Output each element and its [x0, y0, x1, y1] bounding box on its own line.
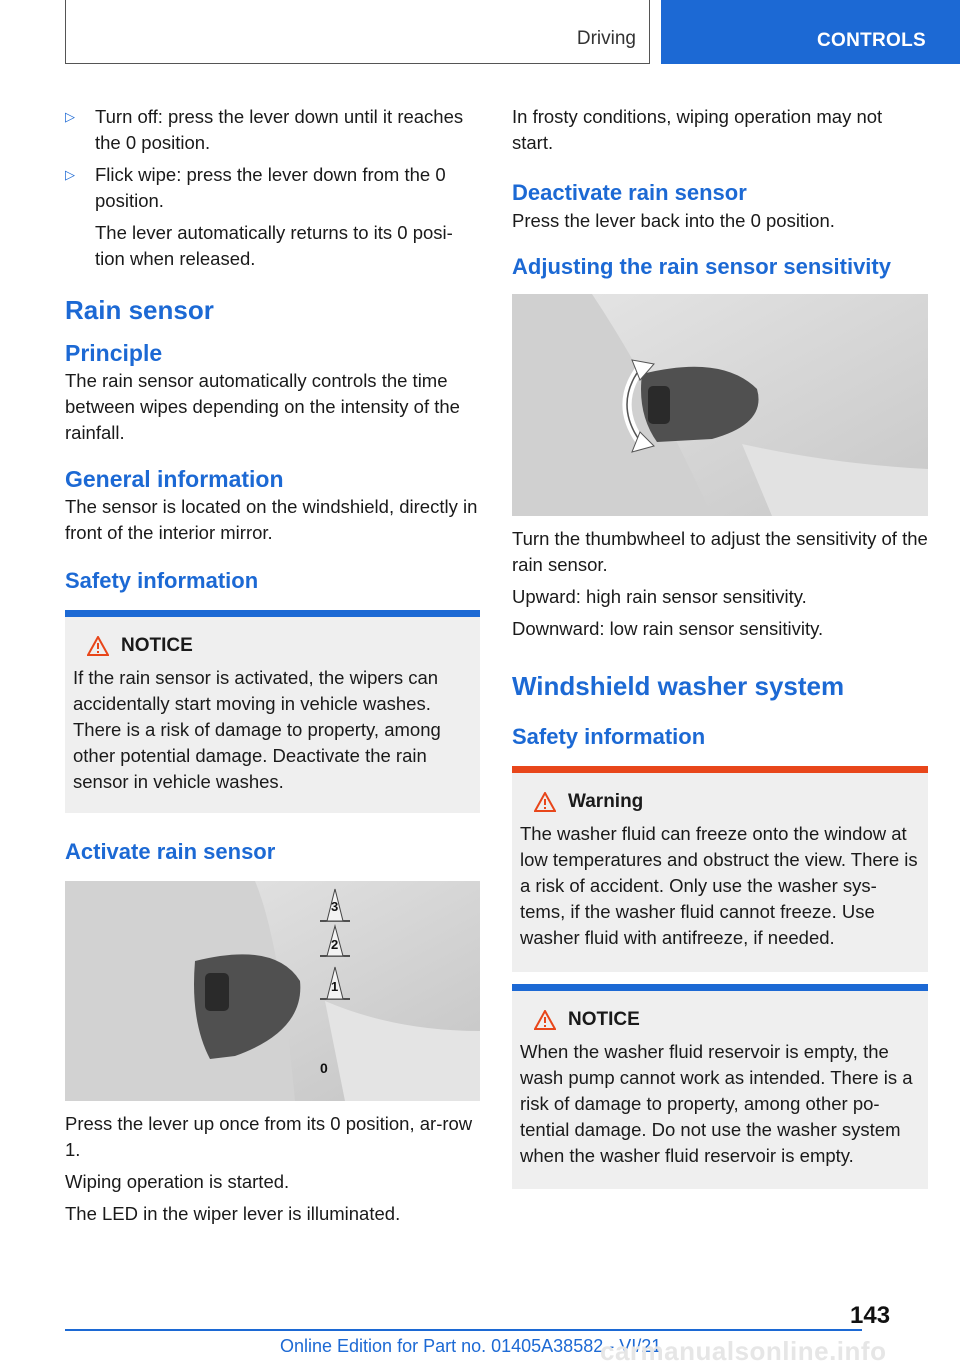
- deactivate-text: Press the lever back into the 0 position.: [512, 210, 835, 231]
- heading-deactivate-rain-sensor: Deactivate rain sensor: [512, 180, 747, 205]
- notice-text: When the washer fluid reservoir is empty, the wash pump cannot work as intended. There is a risk of damage to property, among other po-tential damage. Do not use the washer system when the washer fluid reservoir is empty.: [520, 1041, 913, 1166]
- chapter-title: CONTROLS: [816, 30, 926, 51]
- adjust-figure: [512, 294, 928, 516]
- adjust-text: Turn the thumbwheel to adjust the sensitivity of the rain sensor.: [512, 528, 928, 575]
- thumbwheel-illustration: [512, 294, 928, 516]
- heading-rain-sensor: Rain sensor: [65, 295, 214, 325]
- fig-label-2: 2: [331, 937, 339, 952]
- fig-label-1: 1: [331, 979, 339, 994]
- notice-box-washer: [512, 984, 928, 1189]
- warning-triangle-icon: [534, 792, 556, 812]
- fig-label-0: 0: [320, 1060, 328, 1076]
- left-column: [65, 104, 480, 1227]
- notice-label: NOTICE: [568, 1009, 640, 1030]
- warning-bar: [512, 766, 928, 773]
- warning-label: Warning: [568, 791, 644, 812]
- heading-principle: Principle: [65, 340, 163, 366]
- notice-label: NOTICE: [121, 635, 193, 656]
- triangle-bullet-icon: ▷: [65, 109, 75, 124]
- activate-step-text: Press the lever up once from its 0 position, ar-row 1.: [65, 1113, 473, 1160]
- bullet-item: [65, 162, 480, 272]
- notice-bar: [512, 984, 928, 991]
- bullet-text: Turn off: press the lever down until it reaches the 0 position.: [95, 106, 464, 153]
- warning-box: [512, 766, 928, 972]
- page-number: 143: [850, 1302, 891, 1329]
- warning-title: [520, 789, 920, 815]
- notice-title: [73, 633, 472, 659]
- heading-safety-information: Safety information: [65, 568, 259, 593]
- heading-general-information: General information: [65, 466, 284, 492]
- notice-bar: [65, 610, 480, 617]
- principle-text: The rain sensor automatically controls the time between wipes depending on the intensity of the rainfall.: [65, 370, 460, 443]
- notice-title: [520, 1007, 920, 1033]
- bullet-text: Flick wipe: press the lever down from the 0 position.: [95, 164, 446, 211]
- heading-washer-safety-information: Safety information: [512, 724, 706, 749]
- wiper-lever-illustration: [65, 881, 480, 1101]
- footer-divider: [65, 1329, 862, 1331]
- notice-text: If the rain sensor is activated, the wipers can accidentally start moving in vehicle washes. There is a risk of damage to property, among other potential damage. Deactivate the rain sensor in vehicle washes.: [73, 667, 441, 792]
- heading-activate-rain-sensor: Activate rain sensor: [65, 839, 276, 864]
- activate-led-text: The LED in the wiper lever is illuminated.: [65, 1203, 401, 1224]
- chapter-tab: [661, 0, 960, 64]
- right-column: [512, 104, 928, 1189]
- bullet-subtext: The lever automatically returns to its 0 posi-tion when released.: [95, 222, 453, 269]
- activate-result-text: Wiping operation is started.: [65, 1171, 290, 1192]
- bullet-item: [65, 104, 480, 156]
- general-text: The sensor is located on the windshield, directly in front of the interior mirror.: [65, 496, 478, 543]
- warning-triangle-icon: [87, 636, 109, 656]
- watermark: carmanualsonline.info: [600, 1336, 887, 1366]
- heading-adjusting-sensitivity: Adjusting the rain sensor sensitivity: [512, 254, 891, 279]
- downward-text: Downward: low rain sensor sensitivity.: [512, 618, 824, 639]
- section-title: Driving: [576, 28, 636, 49]
- heading-windshield-washer: Windshield washer system: [512, 671, 845, 701]
- warning-text: The washer fluid can freeze onto the window at low temperatures and obstruct the view. There is a risk of accident. Only use the washer sys-tems, if the washer fluid cannot freeze. Use washer fluid with antifreeze, if needed.: [520, 823, 918, 948]
- fig-label-3: 3: [331, 899, 339, 914]
- warning-triangle-icon: [534, 1010, 556, 1030]
- footer-edition: Online Edition for Part no. 01405A38582 - VI/21: [280, 1336, 662, 1356]
- notice-box: [65, 610, 480, 813]
- triangle-bullet-icon: ▷: [65, 167, 75, 182]
- upward-text: Upward: high rain sensor sensitivity.: [512, 586, 807, 607]
- activate-figure: [65, 881, 480, 1101]
- frost-text: In frosty conditions, wiping operation may not start.: [512, 106, 883, 153]
